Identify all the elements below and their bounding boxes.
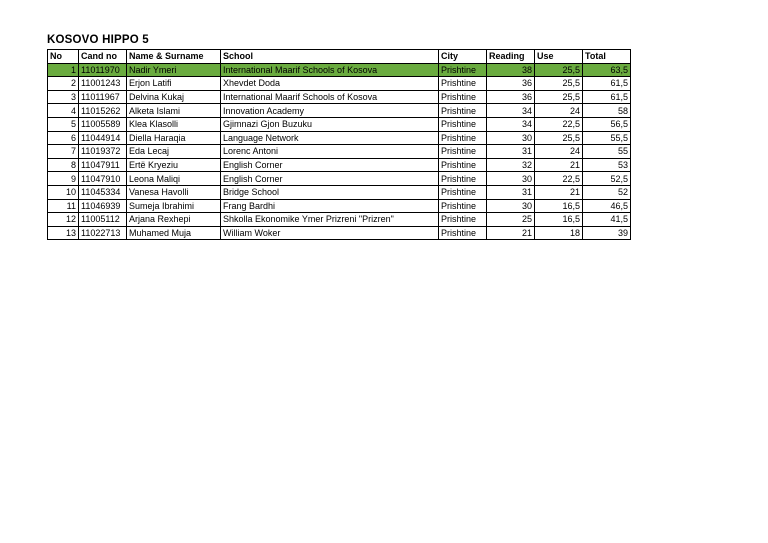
cell-city[interactable]: Prishtine xyxy=(439,117,487,131)
cell-use[interactable]: 22,5 xyxy=(535,117,583,131)
cell-name[interactable]: Delvina Kukaj xyxy=(127,90,221,104)
table-row xyxy=(48,145,631,159)
cell-use[interactable]: 18 xyxy=(535,226,583,240)
cell-name[interactable]: Ertë Kryeziu xyxy=(127,158,221,172)
cell-school[interactable]: Xhevdet Doda xyxy=(221,77,439,91)
header-city[interactable]: City xyxy=(439,50,487,64)
cell-city[interactable]: Prishtine xyxy=(439,185,487,199)
cell-reading[interactable]: 36 xyxy=(487,90,535,104)
table-row xyxy=(48,77,631,91)
cell-name[interactable]: Erjon Latifi xyxy=(127,77,221,91)
cell-cand-no[interactable]: 11019372 xyxy=(79,145,127,159)
cell-city[interactable]: Prishtine xyxy=(439,90,487,104)
header-use[interactable]: Use xyxy=(535,50,583,64)
cell-city[interactable]: Prishtine xyxy=(439,104,487,118)
cell-use[interactable]: 16,5 xyxy=(535,199,583,213)
cell-reading[interactable]: 38 xyxy=(487,63,535,77)
cell-reading[interactable]: 30 xyxy=(487,172,535,186)
cell-name[interactable]: Klea Klasolli xyxy=(127,117,221,131)
table-row xyxy=(48,131,631,145)
header-school[interactable]: School xyxy=(221,50,439,64)
table-row xyxy=(48,213,631,227)
cell-city[interactable]: Prishtine xyxy=(439,172,487,186)
cell-use[interactable]: 25,5 xyxy=(535,63,583,77)
cell-total[interactable]: 39 xyxy=(583,226,631,240)
cell-total[interactable]: 46,5 xyxy=(583,199,631,213)
cell-cand-no[interactable]: 11045334 xyxy=(79,185,127,199)
sheet-title: KOSOVO HIPPO 5 xyxy=(47,34,149,46)
cell-city[interactable]: Prishtine xyxy=(439,226,487,240)
header-row xyxy=(48,50,631,64)
cell-city[interactable]: Prishtine xyxy=(439,131,487,145)
header-reading[interactable]: Reading xyxy=(487,50,535,64)
cell-cand-no[interactable]: 11044914 xyxy=(79,131,127,145)
cell-city[interactable]: Prishtine xyxy=(439,213,487,227)
cell-cand-no[interactable]: 11005112 xyxy=(79,213,127,227)
cell-school[interactable]: William Woker xyxy=(221,226,439,240)
cell-total[interactable]: 41,5 xyxy=(583,213,631,227)
cell-use[interactable]: 22,5 xyxy=(535,172,583,186)
cell-school[interactable]: English Corner xyxy=(221,158,439,172)
cell-use[interactable]: 24 xyxy=(535,145,583,159)
spreadsheet-page xyxy=(47,33,631,240)
cell-use[interactable]: 21 xyxy=(535,185,583,199)
cell-total[interactable]: 61,5 xyxy=(583,77,631,91)
cell-no[interactable]: 8 xyxy=(48,158,79,172)
header-no[interactable]: No xyxy=(48,50,79,64)
cell-name[interactable]: Vanesa Havolli xyxy=(127,185,221,199)
cell-name[interactable]: Alketa Islami xyxy=(127,104,221,118)
cell-cand-no[interactable]: 11047911 xyxy=(79,158,127,172)
cell-school[interactable]: Gjimnazi Gjon Buzuku xyxy=(221,117,439,131)
results-table xyxy=(47,49,631,240)
cell-no[interactable]: 1 xyxy=(48,63,79,77)
table-row xyxy=(48,185,631,199)
cell-city[interactable]: Prishtine xyxy=(439,77,487,91)
cell-reading[interactable]: 34 xyxy=(487,117,535,131)
cell-name[interactable]: Sumeja Ibrahimi xyxy=(127,199,221,213)
cell-cand-no[interactable]: 11015262 xyxy=(79,104,127,118)
cell-total[interactable]: 52 xyxy=(583,185,631,199)
cell-cand-no[interactable]: 11011967 xyxy=(79,90,127,104)
cell-name[interactable]: Diella Haraqia xyxy=(127,131,221,145)
cell-cand-no[interactable]: 11001243 xyxy=(79,77,127,91)
cell-reading[interactable]: 30 xyxy=(487,131,535,145)
cell-city[interactable]: Prishtine xyxy=(439,199,487,213)
cell-no[interactable]: 7 xyxy=(48,145,79,159)
cell-total[interactable]: 58 xyxy=(583,104,631,118)
cell-name[interactable]: Muhamed Muja xyxy=(127,226,221,240)
cell-reading[interactable]: 31 xyxy=(487,145,535,159)
table-row xyxy=(48,158,631,172)
cell-reading[interactable]: 34 xyxy=(487,104,535,118)
cell-name[interactable]: Arjana Rexhepi xyxy=(127,213,221,227)
cell-name[interactable]: Nadir Ymeri xyxy=(127,63,221,77)
cell-no[interactable]: 6 xyxy=(48,131,79,145)
cell-city[interactable]: Prishtine xyxy=(439,158,487,172)
cell-cand-no[interactable]: 11046939 xyxy=(79,199,127,213)
cell-reading[interactable]: 36 xyxy=(487,77,535,91)
cell-total[interactable]: 55 xyxy=(583,145,631,159)
cell-reading[interactable]: 30 xyxy=(487,199,535,213)
cell-school[interactable]: International Maarif Schools of Kosova xyxy=(221,63,439,77)
cell-use[interactable]: 24 xyxy=(535,104,583,118)
cell-use[interactable]: 25,5 xyxy=(535,131,583,145)
cell-reading[interactable]: 25 xyxy=(487,213,535,227)
cell-no[interactable]: 5 xyxy=(48,117,79,131)
cell-name[interactable]: Eda Lecaj xyxy=(127,145,221,159)
cell-school[interactable]: Frang Bardhi xyxy=(221,199,439,213)
cell-total[interactable]: 63,5 xyxy=(583,63,631,77)
table-row xyxy=(48,104,631,118)
cell-total[interactable]: 55,5 xyxy=(583,131,631,145)
cell-use[interactable]: 16,5 xyxy=(535,213,583,227)
header-total[interactable]: Total xyxy=(583,50,631,64)
cell-use[interactable]: 25,5 xyxy=(535,77,583,91)
cell-school[interactable]: International Maarif Schools of Kosova xyxy=(221,90,439,104)
header-cand-no[interactable]: Cand no xyxy=(79,50,127,64)
cell-no[interactable]: 4 xyxy=(48,104,79,118)
cell-cand-no[interactable]: 11005589 xyxy=(79,117,127,131)
cell-name[interactable]: Leona Maliqi xyxy=(127,172,221,186)
cell-no[interactable]: 11 xyxy=(48,199,79,213)
header-name[interactable]: Name & Surname xyxy=(127,50,221,64)
cell-no[interactable]: 3 xyxy=(48,90,79,104)
cell-no[interactable]: 2 xyxy=(48,77,79,91)
cell-reading[interactable]: 32 xyxy=(487,158,535,172)
cell-no[interactable]: 13 xyxy=(48,226,79,240)
cell-city[interactable]: Prishtine xyxy=(439,63,487,77)
cell-school[interactable]: Lorenc Antoni xyxy=(221,145,439,159)
cell-cand-no[interactable]: 11022713 xyxy=(79,226,127,240)
cell-reading[interactable]: 31 xyxy=(487,185,535,199)
cell-total[interactable]: 61,5 xyxy=(583,90,631,104)
cell-reading[interactable]: 21 xyxy=(487,226,535,240)
cell-use[interactable]: 21 xyxy=(535,158,583,172)
table-row xyxy=(48,199,631,213)
table-row xyxy=(48,117,631,131)
cell-cand-no[interactable]: 11011970 xyxy=(79,63,127,77)
cell-cand-no[interactable]: 11047910 xyxy=(79,172,127,186)
cell-total[interactable]: 53 xyxy=(583,158,631,172)
cell-no[interactable]: 12 xyxy=(48,213,79,227)
table-row xyxy=(48,63,631,77)
cell-school[interactable]: Language Network xyxy=(221,131,439,145)
table-row xyxy=(48,90,631,104)
cell-school[interactable]: Innovation Academy xyxy=(221,104,439,118)
cell-city[interactable]: Prishtine xyxy=(439,145,487,159)
cell-school[interactable]: Shkolla Ekonomike Ymer Prizreni "Prizren" xyxy=(221,213,439,227)
cell-total[interactable]: 56,5 xyxy=(583,117,631,131)
cell-use[interactable]: 25,5 xyxy=(535,90,583,104)
cell-no[interactable]: 9 xyxy=(48,172,79,186)
cell-school[interactable]: Bridge School xyxy=(221,185,439,199)
table-row xyxy=(48,226,631,240)
cell-total[interactable]: 52,5 xyxy=(583,172,631,186)
cell-no[interactable]: 10 xyxy=(48,185,79,199)
table-row xyxy=(48,172,631,186)
cell-school[interactable]: English Corner xyxy=(221,172,439,186)
